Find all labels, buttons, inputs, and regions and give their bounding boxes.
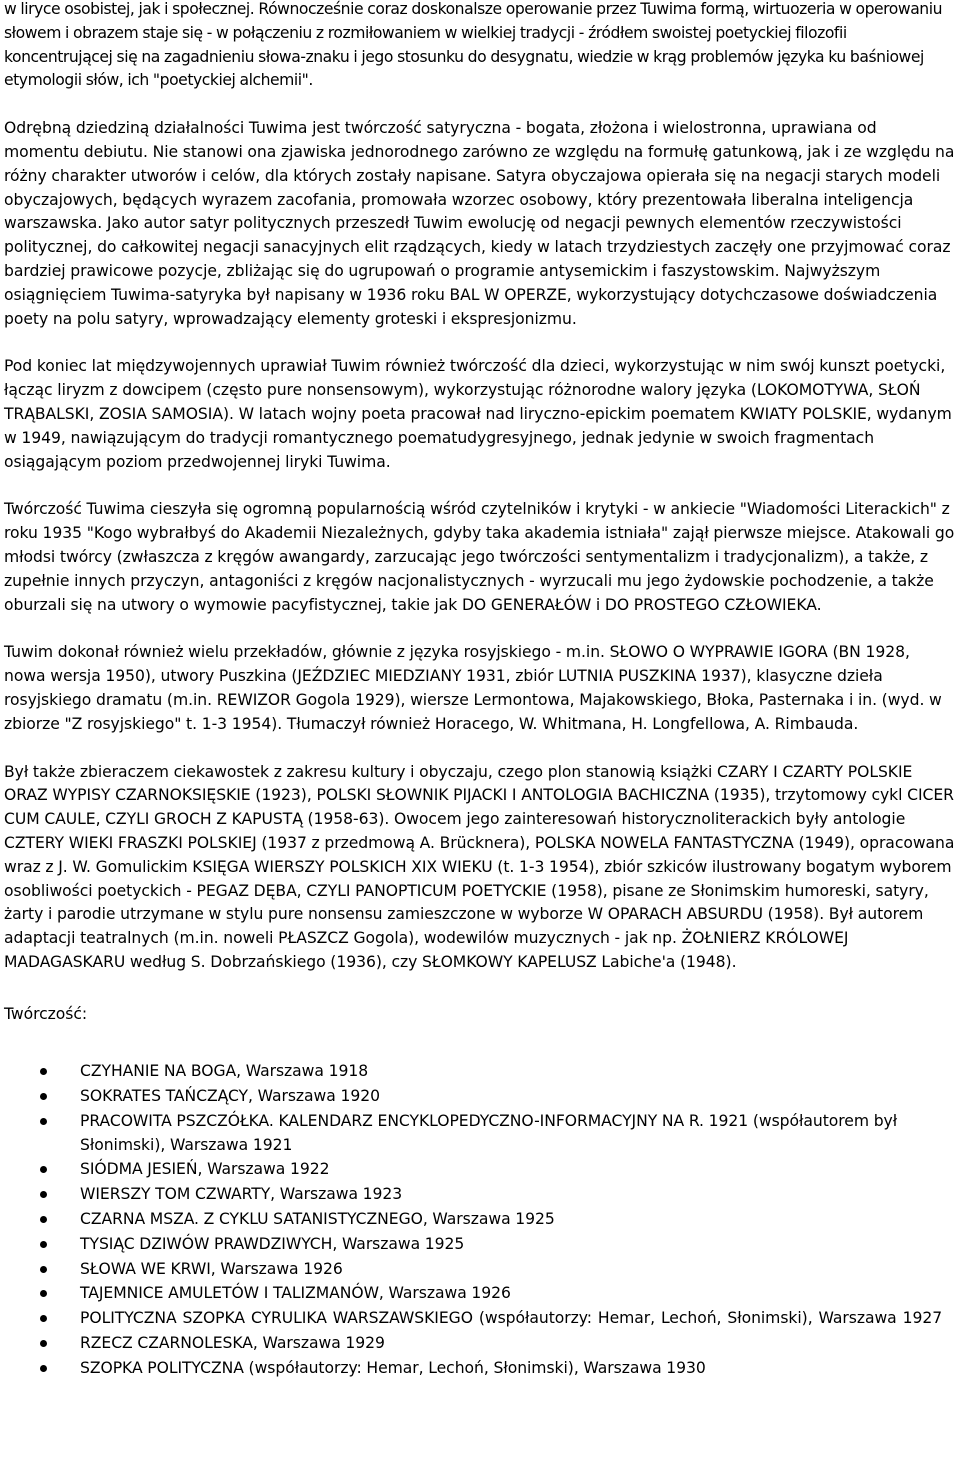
paragraph-poetic-philosophy: w liryce osobistej, jak i społecznej. Równocześnie coraz doskonalsze operowanie przez Tuwima formą, wirtuozeria w operowaniu słowem i obrazem staje się - w połączeniu z rozmiłowaniem w wielkiej tradycji - źródłem swoistej poetyckiej filozofii koncentrującej się na zagadnieniu słowa-znaku i jego stosunku do desygnatu, wiedzie w krąg problemów języka ku baśniowej etymologii słów, ich "poetyckiej alchemii". [4, 0, 943, 90]
bullet-icon [40, 1241, 47, 1248]
list-item: SŁOWA WE KRWI, Warszawa 1926 [4, 1258, 956, 1282]
works-heading: Twórczość: [4, 1004, 88, 1023]
paragraph-satire: Odrębną dziedziną działalności Tuwima jest twórczość satyryczna - bogata, złożona i wielostronna, uprawiana od momentu debiutu. Nie stanowi ona zjawiska jednorodnego zarówno ze względu na formułę gatunkową, jak i ze względu na różny charakter utworów i celów, dla których zostały napisane. Satyra obyczajowa opierała się na negacji starych modeli obyczajowych, będących wyrazem zacofania, promowała wzorzec osobowy, który prezentowała liberalna inteligencja warszawska. Jako autor satyr politycznych przeszedł Tuwim ewolucję od negacji pewnych elementów rzeczywistości politycznej, do całkowitej negacji sanacyjnych elit rządzących, kiedy w latach trzydziestych zaczęły one przyjmować coraz bardziej prawicowe pozycje, zbliżając się do ugrupowań o programie antysemickim i faszystowskim. Najwyższym osiągnięciem Tuwima-satyryka był napisany w 1936 roku BAL W OPERZE, wykorzystujący dotychczasowe doświadczenia poety na polu satyry, wprowadzający elementy groteski i ekspresjonizmu. [4, 119, 955, 328]
works-list [4, 1060, 956, 1380]
bullet-icon [40, 1191, 47, 1198]
bullet-icon [40, 1290, 47, 1297]
bullet-icon [40, 1068, 47, 1075]
list-item: TAJEMNICE AMULETÓW I TALIZMANÓW, Warszawa 1926 [4, 1282, 956, 1306]
bullet-icon [40, 1315, 47, 1322]
bullet-icon [40, 1340, 47, 1347]
bullet-icon [40, 1365, 47, 1372]
paragraph-childrens-poetry: Pod koniec lat międzywojennych uprawiał Tuwim również twórczość dla dzieci, wykorzystując w nim swój kunszt poetycki, łącząc liryzm z dowcipem (często pure nonsensowym), wykorzystując różnorodne walory języka (LOKOMOTYWA, SŁOŃ TRĄBALSKI, ZOSIA SAMOSIA). W latach wojny poeta pracował nad liryczno-epickim poematem KWIATY POLSKIE, wydanym w 1949, nawiązującym do tradycji romantycznego poematudygresyjnego, jednak jedynie w swoich fragmentach osiągającym poziom przedwojennej liryki Tuwima. [4, 357, 952, 471]
list-item: PRACOWITA PSZCZÓŁKA. KALENDARZ ENCYKLOPEDYCZNO-INFORMACYJNY NA R. 1921 (współautorem był Słonimski), Warszawa 1921 [4, 1110, 956, 1157]
list-item: SIÓDMA JESIEŃ, Warszawa 1922 [4, 1158, 956, 1182]
bullet-icon [40, 1093, 47, 1100]
list-item: POLITYCZNA SZOPKA CYRULIKA WARSZAWSKIEGO (współautorzy: Hemar, Lechoń, Słonimski), Warszawa 1927 [4, 1307, 956, 1331]
bullet-icon [40, 1216, 47, 1223]
bullet-icon [40, 1118, 47, 1125]
list-item: SOKRATES TAŃCZĄCY, Warszawa 1920 [4, 1085, 956, 1109]
paragraph-translations: Tuwim dokonał również wielu przekładów, głównie z języka rosyjskiego - m.in. SŁOWO O WYPRAWIE IGORA (BN 1928, nowa wersja 1950), utwory Puszkina (JEŹDZIEC MIEDZIANY 1931, zbiór LUTNIA PUSZKINA 1937), klasyczne dzieła rosyjskiego dramatu (m.in. REWIZOR Gogola 1929), wiersze Lermontowa, Majakowskiego, Błoka, Pasternaka i in. (wyd. w zbiorze "Z rosyjskiego" t. 1-3 1954). Tłumaczył również Horacego, W. Whitmana, H. Longfellowa, A. Rimbauda. [4, 643, 942, 733]
bullet-icon [40, 1166, 47, 1173]
list-item: CZARNA MSZA. Z CYKLU SATANISTYCZNEGO, Warszawa 1925 [4, 1208, 956, 1232]
bullet-icon [40, 1266, 47, 1273]
list-item: RZECZ CZARNOLESKA, Warszawa 1929 [4, 1332, 956, 1356]
paragraph-collector: Był także zbieraczem ciekawostek z zakresu kultury i obyczaju, czego plon stanowią książki CZARY I CZARTY POLSKIE ORAZ WYPISY CZARNOKSIĘSKIE (1923), POLSKI SŁOWNIK PIJACKI I ANTOLOGIA BACHICZNA (1935), trzytomowy cykl CICER CUM CAULE, CZYLI GROCH Z KAPUSTĄ (1958-63). Owocem jego zainteresowań historycznoliterackich były antologie CZTERY WIEKI FRASZKI POLSKIEJ (1937 z przedmową A. Brücknera), POLSKA NOWELA FANTASTYCZNA (1949), opracowana wraz z J. W. Gomulickim KSIĘGA WIERSZY POLSKICH XIX WIEKU (t. 1-3 1954), zbiór szkiców ilustrowany bogatym wyborem osobliwości poetyckich - PEGAZ DĘBA, CZYLI PANOPTICUM POETYCKIE (1958), pisane ze Słonimskim humoreski, satyry, żarty i parodie utrzymane w stylu pure nonsensu zamieszczone w wyborze W OPARACH ABSURDU (1958). Był autorem adaptacji teatralnych (m.in. noweli PŁASZCZ Gogola), wodewilów muzycznych - jak np. ŻOŁNIERZ KRÓLOWEJ MADAGASKARU według S. Dobrzańskiego (1936), czy SŁOMKOWY KAPELUSZ Labiche'a (1948). [4, 762, 955, 971]
list-item: SZOPKA POLITYCZNA (współautorzy: Hemar, Lechoń, Słonimski), Warszawa 1930 [4, 1357, 956, 1381]
list-item: TYSIĄC DZIWÓW PRAWDZIWYCH, Warszawa 1925 [4, 1233, 956, 1257]
paragraph-popularity: Twórczość Tuwima cieszyła się ogromną popularnością wśród czytelników i krytyki - w ankiecie "Wiadomości Literackich" z roku 1935 "Kogo wybrałbyś do Akademii Niezależnych, gdyby taka akademia istniała" zajął pierwsze miejsce. Atakowali go młodsi twórcy (zwłaszcza z kręgów awangardy, zarzucając jego twórczości sentymentalizm i tradycjonalizm), a także, z zupełnie innych przyczyn, antagoniści z kręgów nacjonalistycznych - wyrzucali mu jego żydowskie pochodzenie, a także oburzali się na utwory o wymowie pacyfistycznej, takie jak DO GENERAŁÓW i DO PROSTEGO CZŁOWIEKA. [4, 500, 955, 614]
list-item: CZYHANIE NA BOGA, Warszawa 1918 [4, 1060, 956, 1084]
list-item: WIERSZY TOM CZWARTY, Warszawa 1923 [4, 1183, 956, 1207]
